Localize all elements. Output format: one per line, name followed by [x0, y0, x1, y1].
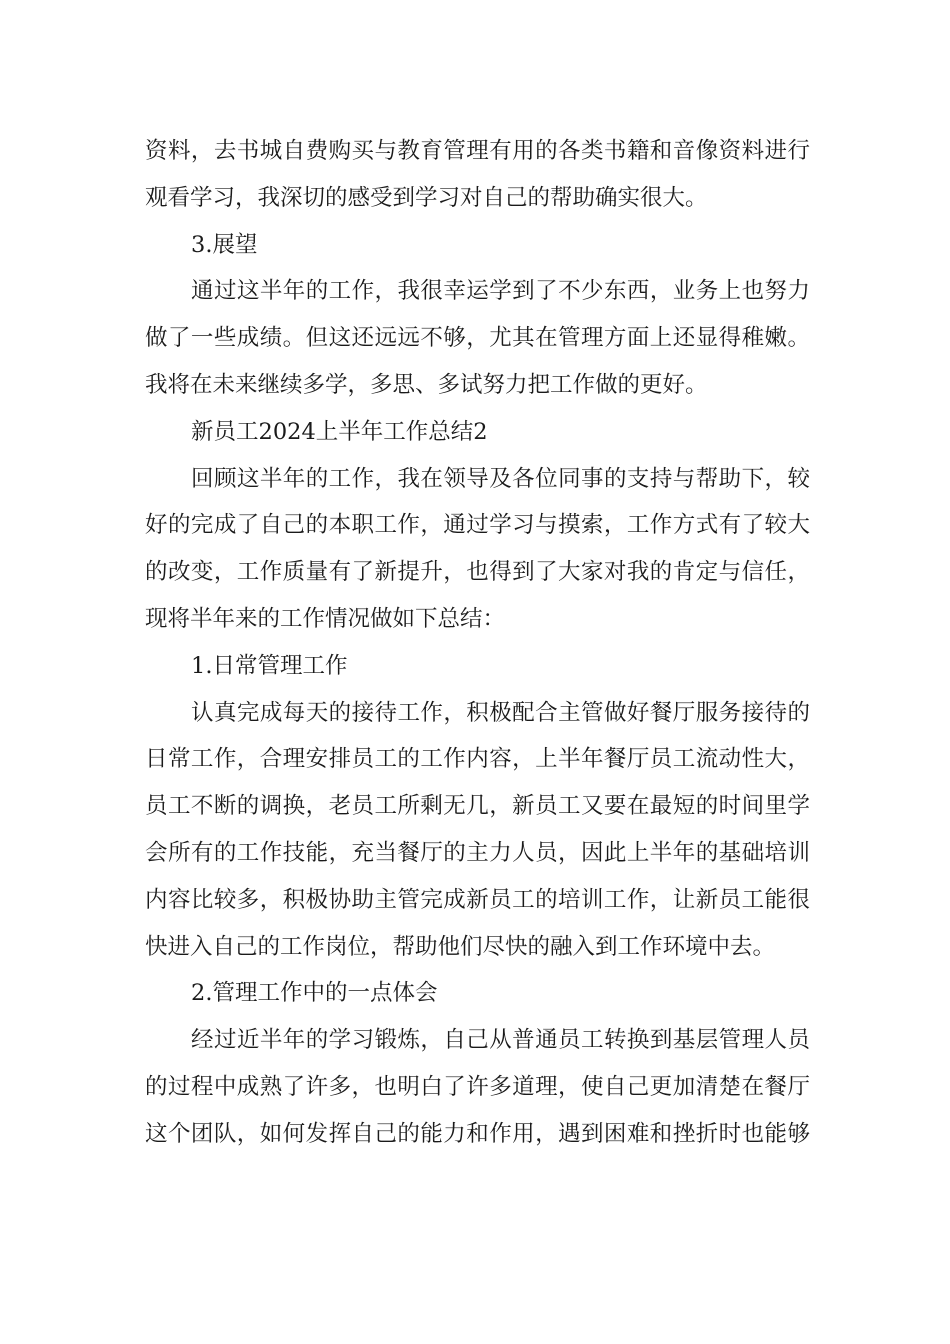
text-line: 认真完成每天的接待工作，积极配合主管做好餐厅服务接待的 — [191, 699, 810, 726]
text-line: 员工不断的调换，老员工所剩无几，新员工又要在最短的时间里学 — [145, 793, 810, 820]
text-line: 会所有的工作技能，充当餐厅的主力人员，因此上半年的基础培训 — [145, 839, 810, 866]
text-line: 内容比较多，积极协助主管完成新员工的培训工作，让新员工能很 — [145, 886, 810, 913]
text-line: 这个团队，如何发挥自己的能力和作用，遇到困难和挫折时也能够 — [145, 1120, 810, 1147]
text-line: 经过近半年的学习锻炼，自己从普通员工转换到基层管理人员 — [191, 1027, 810, 1054]
text-line: 资料，去书城自费购买与教育管理有用的各类书籍和音像资料进行 — [145, 138, 810, 164]
text-line: 的改变，工作质量有了新提升，也得到了大家对我的肯定与信任， — [145, 559, 810, 586]
section-heading: 3.展望 — [191, 231, 258, 258]
section-heading: 2.管理工作中的一点体会 — [191, 980, 438, 1007]
text-line: 好的完成了自己的本职工作，通过学习与摸索，工作方式有了较大 — [145, 512, 810, 539]
text-line: 我将在未来继续多学，多思、多试努力把工作做的更好。 — [145, 371, 708, 398]
text-line: 观看学习，我深切的感受到学习对自己的帮助确实很大。 — [145, 184, 708, 211]
text-line: 现将半年来的工作情况做如下总结： — [145, 605, 506, 632]
text-line: 回顾这半年的工作，我在领导及各位同事的支持与帮助下，较 — [191, 465, 810, 492]
section-heading: 1.日常管理工作 — [191, 652, 348, 679]
text-line: 快进入自己的工作岗位，帮助他们尽快的融入到工作环境中去。 — [145, 933, 776, 960]
text-line: 做了一些成绩。但这还远远不够，尤其在管理方面上还显得稚嫩。 — [145, 325, 810, 352]
text-line: 的过程中成熟了许多，也明白了许多道理，使自己更加清楚在餐厅 — [145, 1073, 810, 1100]
text-line: 日常工作，合理安排员工的工作内容，上半年餐厅员工流动性大， — [145, 746, 810, 773]
text-line: 通过这半年的工作，我很幸运学到了不少东西，业务上也努力 — [191, 278, 810, 305]
document-body — [145, 128, 810, 1158]
document-subtitle: 新员工2024上半年工作总结2 — [191, 418, 488, 445]
